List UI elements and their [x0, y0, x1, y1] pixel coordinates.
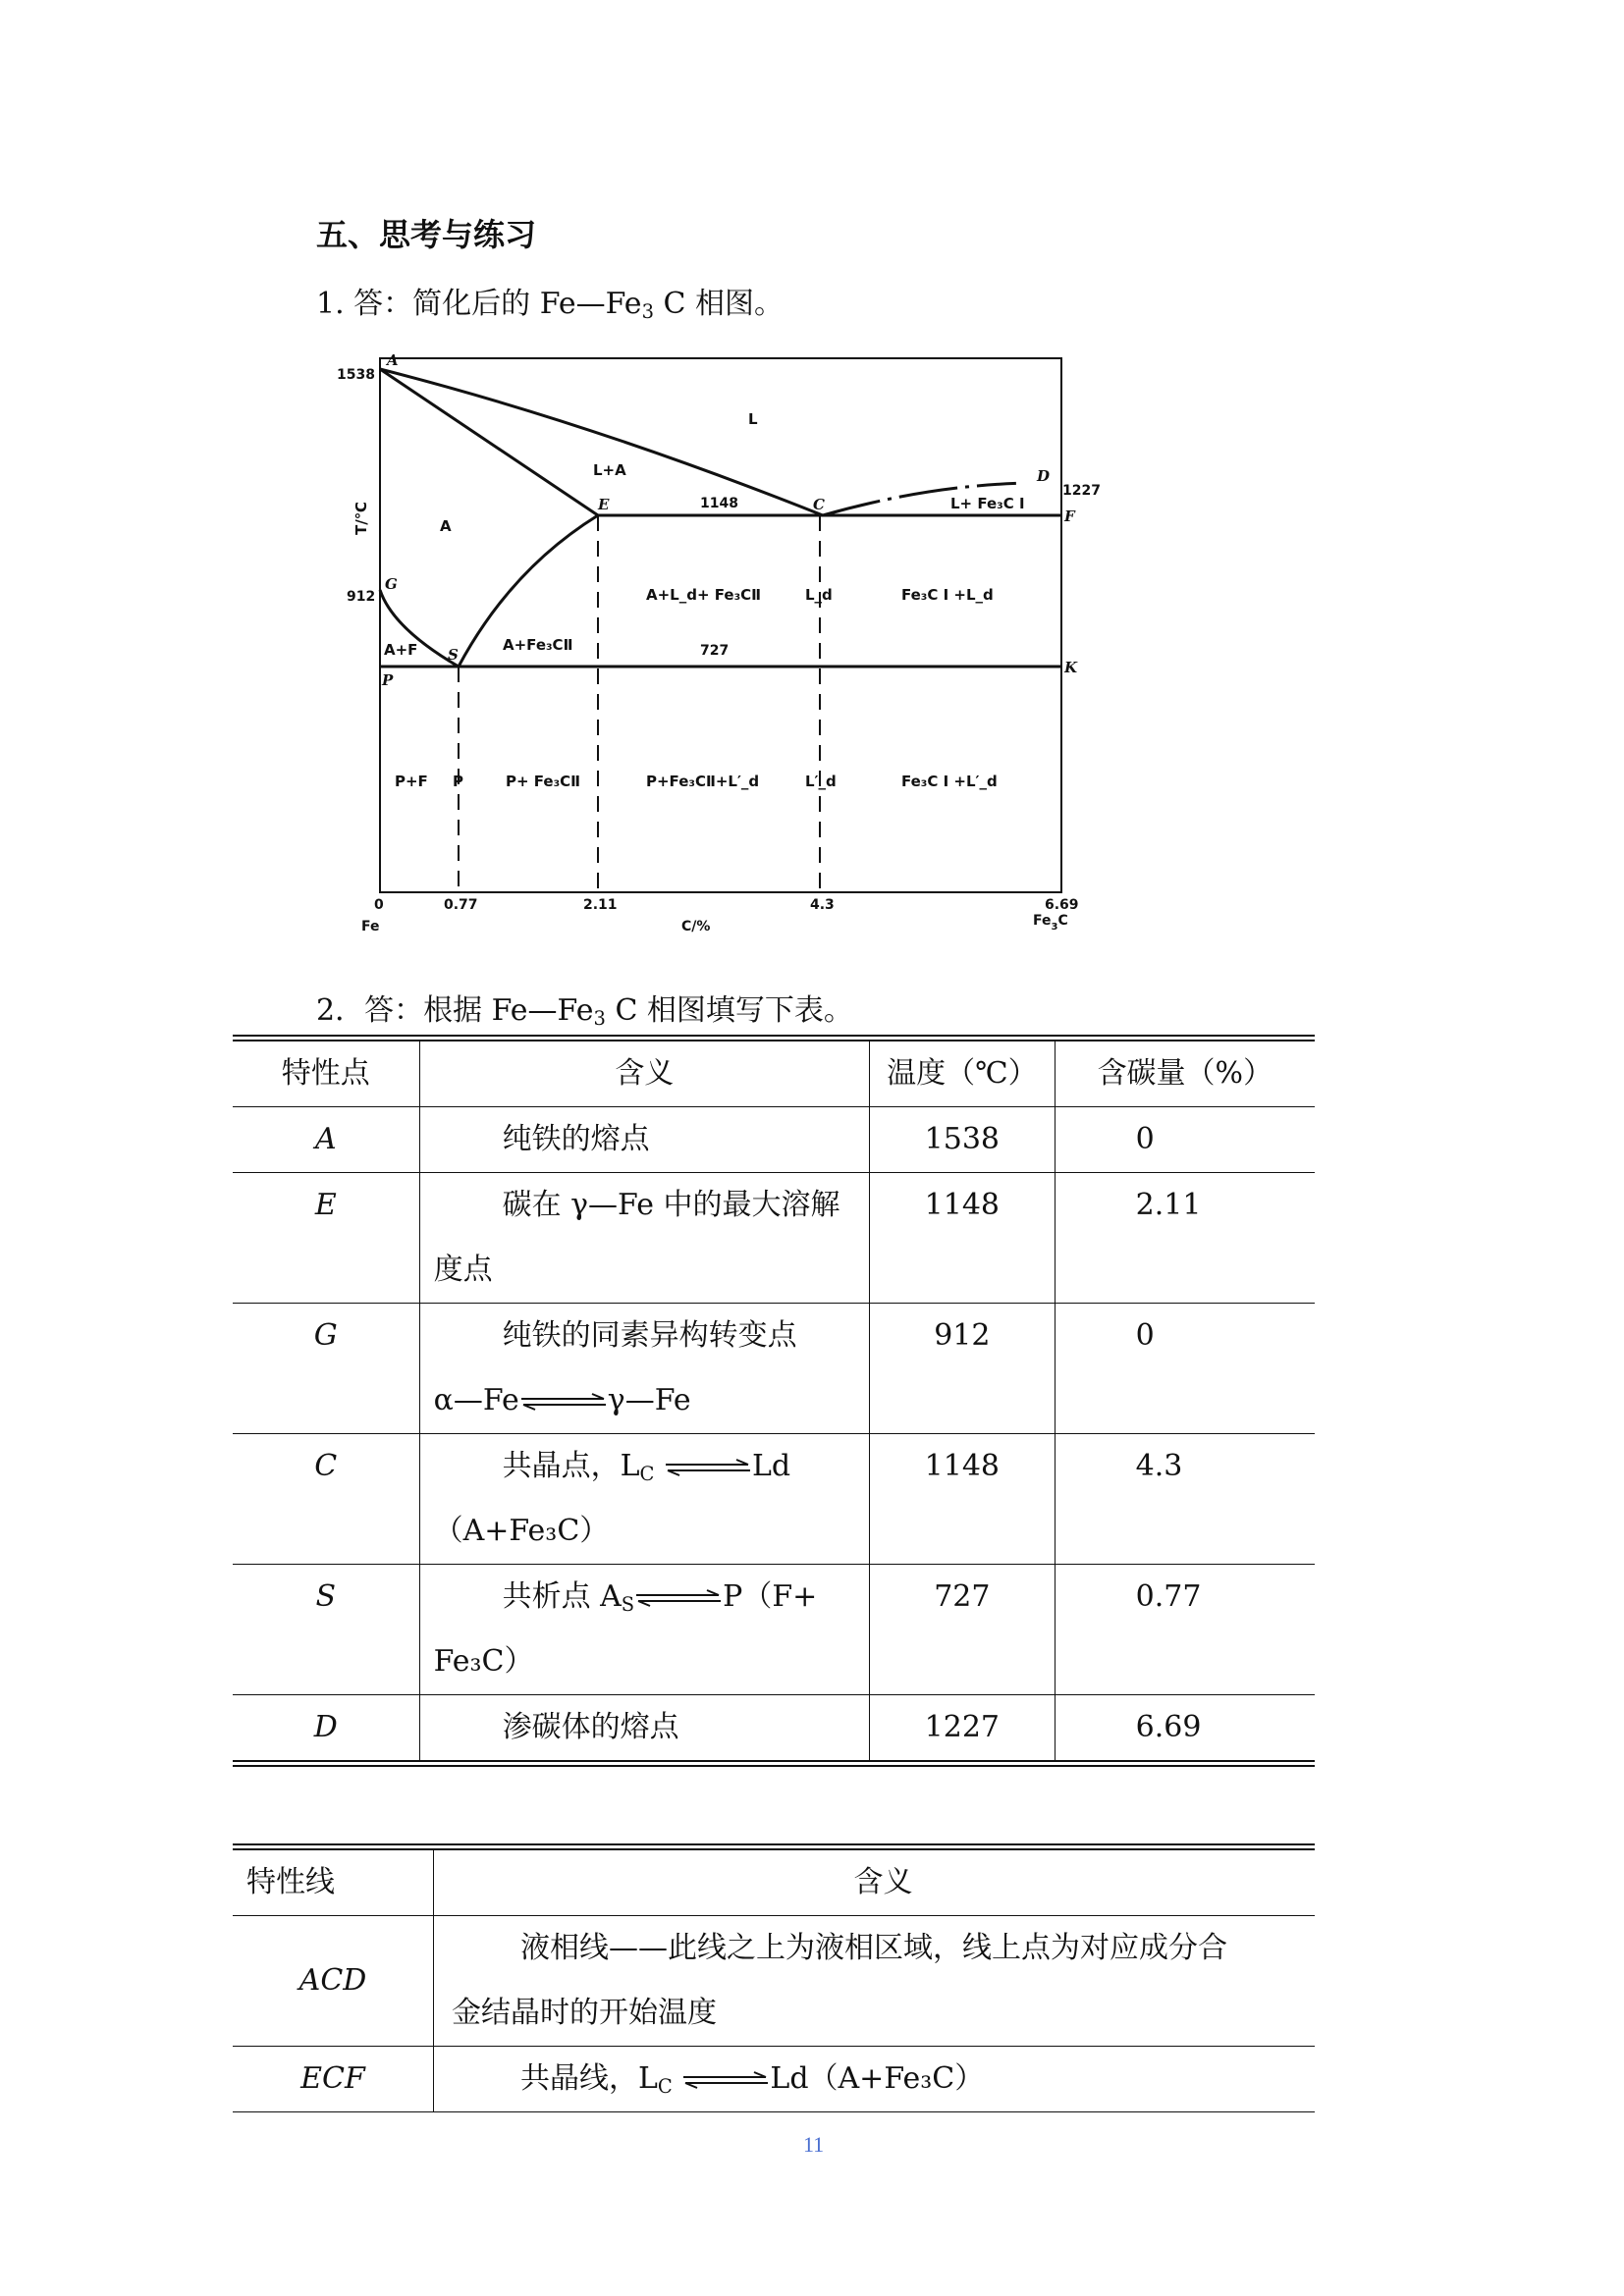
cell-meaning: 纯铁的同素异构转变点 α—Fe γ—Fe	[419, 1304, 869, 1434]
q2-sub: 3	[593, 1006, 606, 1030]
point-g: G	[385, 575, 398, 593]
tick-x-669: 6.69	[1045, 897, 1079, 913]
cell-line: ECF	[233, 2047, 434, 2112]
cell-point: A	[233, 1107, 419, 1173]
cell-meaning: 碳在 γ—Fe 中的最大溶解 度点	[419, 1173, 869, 1304]
cell-point: G	[233, 1304, 419, 1434]
characteristic-points-table	[233, 1035, 1315, 1767]
fe-fe3c-phase-diagram	[324, 348, 1101, 937]
header-temp: 温度（℃）	[870, 1039, 1056, 1107]
point-a: A	[387, 351, 399, 369]
cell-point: C	[233, 1434, 419, 1565]
cell-temp: 1538	[870, 1107, 1056, 1173]
cell-meaning: 共析点 $A_S$ P（F+ Fe₃C）	[419, 1565, 869, 1695]
solidus-ae	[380, 369, 598, 515]
cell-line: ACD	[233, 1916, 434, 2047]
cell-temp: 1227	[870, 1695, 1056, 1764]
header-point: 特性点	[233, 1039, 419, 1107]
characteristic-lines-table	[233, 1843, 1315, 2112]
table-header-row	[233, 1847, 1315, 1916]
table-row	[233, 1304, 1315, 1434]
table-row	[233, 1916, 1315, 2047]
cell-temp: 727	[870, 1565, 1056, 1695]
y-axis-label: T/℃	[352, 502, 370, 535]
temp-1148: 1148	[700, 496, 738, 511]
region-l-fe3c: L+ Fe₃C Ⅰ	[950, 495, 1025, 512]
region-fe3ci-ld: Fe₃C Ⅰ +L_d	[901, 586, 994, 604]
region-a-f: A+F	[384, 641, 418, 659]
point-s: S	[448, 646, 459, 664]
cell-carbon: 0.77	[1055, 1565, 1315, 1695]
cell-point: E	[233, 1173, 419, 1304]
x-label-fe3c: $Fe_3C$	[1033, 913, 1068, 933]
equilibrium-arrow-icon	[681, 2070, 770, 2090]
q2-prefix: 2．答：根据 Fe—Fe	[316, 993, 594, 1028]
point-f: F	[1064, 507, 1075, 525]
tick-x-211: 2.11	[583, 897, 618, 913]
tick-912: 912	[347, 589, 376, 605]
point-k: K	[1064, 659, 1078, 676]
equilibrium-arrow-icon	[634, 1588, 723, 1608]
question-2	[316, 986, 853, 1029]
region-l-a: L+A	[593, 461, 626, 479]
cell-temp: 1148	[870, 1434, 1056, 1565]
tick-1227: 1227	[1062, 483, 1101, 499]
tick-1538: 1538	[337, 367, 375, 383]
tick-x-0: 0	[374, 897, 384, 913]
cell-carbon: 4.3	[1055, 1434, 1315, 1565]
region-a-fe3cii: A+Fe₃CⅡ	[503, 636, 573, 654]
region-l: L	[748, 410, 758, 428]
cell-meaning: 纯铁的熔点	[419, 1107, 869, 1173]
q2-suffix: C 相图填写下表。	[605, 993, 853, 1028]
tick-x-43: 4.3	[810, 897, 835, 913]
cell-carbon: 0	[1055, 1107, 1315, 1173]
region-p-fe3cii: P+ Fe₃CⅡ	[506, 773, 581, 790]
x-label-fe: Fe	[361, 919, 380, 934]
cell-meaning: 共晶点，$L_C$ Ld （A+Fe₃C）	[419, 1434, 869, 1565]
region-ld2: L′_d	[805, 773, 837, 790]
cell-carbon: 6.69	[1055, 1695, 1315, 1764]
table-row	[233, 1173, 1315, 1304]
table-row	[233, 1695, 1315, 1764]
table-row	[233, 2047, 1315, 2112]
header-meaning: 含义	[434, 1847, 1316, 1916]
x-axis-label: C/%	[681, 919, 711, 934]
table-header-row	[233, 1039, 1315, 1107]
header-meaning: 含义	[419, 1039, 869, 1107]
cell-meaning: 渗碳体的熔点	[419, 1695, 869, 1764]
point-c: C	[813, 496, 825, 513]
equilibrium-arrow-icon	[519, 1392, 608, 1412]
region-a-ld-fe3cii: A+L_d+ Fe₃CⅡ	[646, 586, 762, 604]
q1-prefix: 1. 答：简化后的 Fe—Fe	[316, 287, 642, 321]
table-row	[233, 1565, 1315, 1695]
temp-727: 727	[700, 643, 730, 659]
cell-meaning: 共晶线，$L_C$ Ld（A+Fe₃C）	[434, 2047, 1316, 2112]
cell-carbon: 2.11	[1055, 1173, 1315, 1304]
cell-point: D	[313, 1710, 338, 1744]
region-p-f: P+F	[395, 773, 428, 790]
region-a: A	[440, 517, 452, 535]
page-number: 11	[803, 2132, 825, 2157]
table-row	[233, 1107, 1315, 1173]
cell-temp: 1148	[870, 1173, 1056, 1304]
q1-sub: 3	[641, 299, 654, 323]
header-line: 特性线	[233, 1847, 434, 1916]
cell-point: S	[233, 1565, 419, 1695]
liquidus-ac	[380, 369, 823, 515]
cell-carbon: 0	[1055, 1304, 1315, 1434]
cell-meaning: 液相线——此线之上为液相区域，线上点为对应成分合 金结晶时的开始温度	[434, 1916, 1316, 2047]
region-ld: L_d	[805, 586, 833, 604]
region-p-fe3cii-ld2: P+Fe₃CⅡ+L′_d	[646, 773, 760, 790]
tick-x-077: 0.77	[444, 897, 478, 913]
q1-suffix: C 相图。	[653, 287, 785, 321]
section-heading: 五、思考与练习	[316, 216, 537, 253]
equilibrium-arrow-icon	[664, 1458, 752, 1477]
cell-temp: 912	[870, 1304, 1056, 1434]
header-carbon: 含碳量（%）	[1055, 1039, 1315, 1107]
point-d: D	[1037, 467, 1051, 485]
table-row	[233, 1434, 1315, 1565]
question-1	[316, 279, 784, 322]
region-p: P	[453, 773, 463, 790]
point-e: E	[598, 496, 610, 513]
point-p: P	[382, 671, 394, 689]
region-fe3ci-ld2: Fe₃C Ⅰ +L′_d	[901, 773, 998, 790]
